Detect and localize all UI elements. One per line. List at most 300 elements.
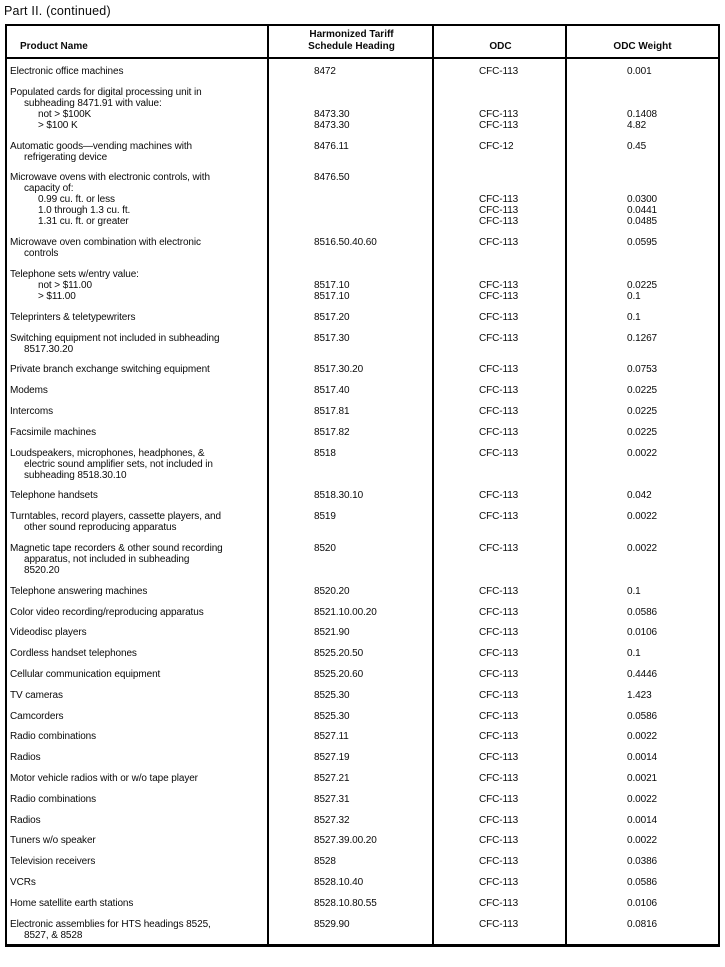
cell-hts xyxy=(269,669,434,680)
header-label: Product Name xyxy=(20,41,88,52)
cell-line xyxy=(314,194,434,205)
cell-line xyxy=(314,344,434,355)
cell-odc xyxy=(434,648,567,659)
cell-line: Television receivers xyxy=(10,856,96,868)
cell-weight xyxy=(567,669,718,680)
cell-line: > $100 K xyxy=(38,119,78,131)
cell-line: Telephone sets w/entry value: xyxy=(10,268,139,280)
table-row xyxy=(7,312,718,323)
cell-line: CFC-113 xyxy=(479,856,519,868)
cell-line: CFC-113 xyxy=(479,731,519,743)
cell-line: 8517.81 xyxy=(314,405,350,417)
cell-line: Cordless handset telephones xyxy=(10,648,137,660)
cell-odc xyxy=(434,586,567,597)
table-row xyxy=(7,237,718,259)
cell-line: 8525.30 xyxy=(314,689,350,701)
cell-line: CFC-113 xyxy=(479,585,519,597)
cell-line: CFC-113 xyxy=(479,66,519,77)
cell-line: electric sound amplifier sets, not included in xyxy=(24,458,213,470)
cell-product xyxy=(7,141,269,163)
cell-line: 1.31 cu. ft. or greater xyxy=(38,216,129,228)
cell-line: CFC-113 xyxy=(479,793,519,805)
cell-product xyxy=(7,669,269,680)
cell-line: 1.423 xyxy=(627,689,652,701)
cell-line: CFC-113 xyxy=(479,447,519,459)
cell-hts xyxy=(269,731,434,742)
cell-line: Motor vehicle radios with or w/o tape player xyxy=(10,772,198,784)
cell-line xyxy=(314,522,434,533)
cell-hts xyxy=(269,835,434,846)
cell-product xyxy=(7,773,269,784)
cell-line: 8473.30 xyxy=(314,108,350,120)
cell-odc xyxy=(434,794,567,805)
cell-odc xyxy=(434,877,567,888)
cell-odc xyxy=(434,835,567,846)
cell-weight xyxy=(567,898,718,909)
cell-line: 0.0106 xyxy=(627,627,657,639)
cell-line: CFC-113 xyxy=(479,772,519,784)
column-divider xyxy=(267,26,269,944)
cell-line: VCRs xyxy=(10,876,36,888)
cell-line xyxy=(627,930,718,941)
cell-line xyxy=(479,87,567,98)
cell-line: 8517.20 xyxy=(314,311,350,323)
cell-line: 0.0022 xyxy=(627,835,657,847)
cell-line: other sound reproducing apparatus xyxy=(24,522,177,534)
cell-line: CFC-113 xyxy=(479,897,519,909)
cell-line: subheading 8518.30.10 xyxy=(24,469,127,481)
column-divider xyxy=(565,26,567,944)
table-row xyxy=(7,448,718,481)
cell-line: 8476.11 xyxy=(314,140,349,152)
cell-odc xyxy=(434,752,567,763)
cell-line xyxy=(479,248,567,259)
cell-product xyxy=(7,815,269,826)
cell-line: 0.0753 xyxy=(627,364,657,376)
cell-line xyxy=(479,269,567,280)
cell-line: Radios xyxy=(10,752,41,764)
cell-line: CFC-113 xyxy=(479,876,519,888)
cell-line: 8517.10 xyxy=(314,279,350,291)
cell-line: Home satellite earth stations xyxy=(10,897,134,909)
cell-product xyxy=(7,919,269,941)
cell-line xyxy=(314,248,434,259)
cell-line xyxy=(314,930,434,941)
table-row xyxy=(7,815,718,826)
cell-line: Teleprinters & teletypewriters xyxy=(10,311,136,323)
cell-hts xyxy=(269,269,434,302)
table-row xyxy=(7,406,718,417)
cell-weight xyxy=(567,856,718,867)
cell-line: CFC-113 xyxy=(479,542,519,554)
header-odc-weight xyxy=(567,26,718,57)
cell-line: Switching equipment not included in subheading xyxy=(10,332,220,344)
cell-odc xyxy=(434,731,567,742)
cell-line: CFC-113 xyxy=(479,752,519,764)
cell-line: Radio combinations xyxy=(10,731,97,743)
cell-line: 8516.50.40.60 xyxy=(314,237,377,249)
cell-hts xyxy=(269,815,434,826)
cell-line: Modems xyxy=(10,385,48,397)
cell-weight xyxy=(567,543,718,576)
cell-product xyxy=(7,794,269,805)
cell-product xyxy=(7,607,269,618)
cell-line xyxy=(627,183,718,194)
cell-odc xyxy=(434,669,567,680)
cell-line xyxy=(627,248,718,259)
table-row xyxy=(7,877,718,888)
table-row xyxy=(7,87,718,131)
cell-line: 8517.30.20 xyxy=(24,343,74,355)
cell-line: CFC-113 xyxy=(479,364,519,376)
tariff-table xyxy=(5,24,720,947)
cell-line: Cellular communication equipment xyxy=(10,668,161,680)
table-row xyxy=(7,711,718,722)
cell-line: 0.0816 xyxy=(627,918,657,930)
cell-product xyxy=(7,427,269,438)
cell-line xyxy=(627,98,718,109)
table-row xyxy=(7,752,718,763)
cell-product xyxy=(7,490,269,501)
cell-line: 8527.19 xyxy=(314,752,350,764)
cell-hts xyxy=(269,856,434,867)
cell-line: CFC-113 xyxy=(479,710,519,722)
table-row xyxy=(7,172,718,227)
cell-line xyxy=(627,344,718,355)
cell-line: Loudspeakers, microphones, headphones, & xyxy=(10,447,205,459)
cell-product xyxy=(7,648,269,659)
table-row xyxy=(7,607,718,618)
cell-weight xyxy=(567,607,718,618)
cell-line: CFC-113 xyxy=(479,108,519,120)
cell-line: Electronic assemblies for HTS headings 8525, xyxy=(10,918,211,930)
cell-line: CFC-113 xyxy=(479,279,519,291)
table-header xyxy=(7,26,718,59)
cell-weight xyxy=(567,794,718,805)
cell-weight xyxy=(567,427,718,438)
cell-product xyxy=(7,690,269,701)
cell-weight xyxy=(567,711,718,722)
table-row xyxy=(7,490,718,501)
cell-line: 8517.82 xyxy=(314,426,350,438)
cell-product xyxy=(7,448,269,481)
cell-weight xyxy=(567,835,718,846)
cell-line: Facsimile machines xyxy=(10,426,97,438)
cell-line: 8520.20 xyxy=(314,585,350,597)
header-label-line: Harmonized Tariff xyxy=(309,29,394,40)
cell-product xyxy=(7,856,269,867)
cell-line: CFC-113 xyxy=(479,918,519,930)
table-row xyxy=(7,648,718,659)
table-row xyxy=(7,919,718,941)
cell-line: CFC-113 xyxy=(479,405,519,417)
cell-hts xyxy=(269,237,434,259)
cell-line xyxy=(479,930,567,941)
cell-line xyxy=(479,152,567,163)
cell-hts xyxy=(269,773,434,784)
table-row xyxy=(7,731,718,742)
table-row xyxy=(7,669,718,680)
cell-line xyxy=(479,522,567,533)
table-row xyxy=(7,364,718,375)
cell-line: 8517.40 xyxy=(314,385,350,397)
cell-line: 8527.21 xyxy=(314,772,350,784)
cell-line: 0.0106 xyxy=(627,897,657,909)
table-row xyxy=(7,773,718,784)
cell-line xyxy=(479,344,567,355)
cell-line: 8517.30 xyxy=(314,332,350,344)
cell-line: CFC-113 xyxy=(479,194,519,206)
cell-line: 0.0586 xyxy=(627,606,657,618)
cell-line: Electronic office machines xyxy=(10,66,124,77)
cell-product xyxy=(7,333,269,355)
cell-odc xyxy=(434,898,567,909)
cell-line: 0.0485 xyxy=(627,216,657,228)
cell-weight xyxy=(567,269,718,302)
cell-line: Radio combinations xyxy=(10,793,97,805)
cell-line xyxy=(314,269,434,280)
cell-odc xyxy=(434,856,567,867)
cell-weight xyxy=(567,172,718,227)
cell-line: 0.0021 xyxy=(627,772,657,784)
cell-line: CFC-113 xyxy=(479,689,519,701)
table-row xyxy=(7,856,718,867)
cell-line xyxy=(627,459,718,470)
cell-line: CFC-113 xyxy=(479,385,519,397)
cell-line: 8517.10 xyxy=(314,290,350,302)
cell-weight xyxy=(567,312,718,323)
cell-weight xyxy=(567,364,718,375)
cell-product xyxy=(7,269,269,302)
cell-line: 0.0022 xyxy=(627,447,657,459)
cell-line: 0.0300 xyxy=(627,194,657,206)
table-row xyxy=(7,835,718,846)
cell-line: 8527.31 xyxy=(314,793,350,805)
header-label: ODC Weight xyxy=(613,41,672,52)
cell-hts xyxy=(269,877,434,888)
cell-odc xyxy=(434,427,567,438)
cell-line: 8525.20.50 xyxy=(314,648,364,660)
cell-product xyxy=(7,543,269,576)
cell-weight xyxy=(567,815,718,826)
cell-line: 0.1267 xyxy=(627,332,657,344)
cell-line: 8520 xyxy=(314,542,336,554)
cell-line: 8528.10.40 xyxy=(314,876,364,888)
cell-odc xyxy=(434,269,567,302)
header-hts-heading xyxy=(269,26,434,57)
cell-hts xyxy=(269,141,434,163)
cell-line: Color video recording/reproducing apparatus xyxy=(10,606,204,618)
cell-line: 8525.20.60 xyxy=(314,668,364,680)
column-divider xyxy=(432,26,434,944)
cell-hts xyxy=(269,66,434,77)
cell-line: Intercoms xyxy=(10,405,54,417)
cell-line: 8529.90 xyxy=(314,918,350,930)
cell-line xyxy=(627,87,718,98)
table-row xyxy=(7,543,718,576)
cell-line xyxy=(479,172,567,183)
cell-weight xyxy=(567,919,718,941)
cell-hts xyxy=(269,586,434,597)
cell-product xyxy=(7,627,269,638)
cell-odc xyxy=(434,364,567,375)
cell-odc xyxy=(434,406,567,417)
table-row xyxy=(7,511,718,533)
cell-product xyxy=(7,237,269,259)
cell-line: Tuners w/o speaker xyxy=(10,835,96,847)
cell-weight xyxy=(567,448,718,481)
table-row xyxy=(7,690,718,701)
cell-line xyxy=(314,205,434,216)
cell-odc xyxy=(434,773,567,784)
cell-line: Microwave oven combination with electronic xyxy=(10,237,201,249)
header-odc xyxy=(434,26,567,57)
cell-hts xyxy=(269,919,434,941)
cell-line xyxy=(627,565,718,576)
cell-weight xyxy=(567,627,718,638)
cell-line: Radios xyxy=(10,814,41,826)
cell-line: 0.0386 xyxy=(627,856,657,868)
page-title: Part II. (continued) xyxy=(4,4,111,18)
cell-weight xyxy=(567,385,718,396)
table-row xyxy=(7,333,718,355)
cell-line xyxy=(479,470,567,481)
cell-line: 8521.10.00.20 xyxy=(314,606,377,618)
cell-line: 0.0225 xyxy=(627,385,657,397)
cell-line: Populated cards for digital processing unit in xyxy=(10,86,202,98)
cell-weight xyxy=(567,511,718,533)
cell-line: CFC-12 xyxy=(479,140,514,152)
cell-hts xyxy=(269,794,434,805)
cell-line xyxy=(314,470,434,481)
table-row xyxy=(7,898,718,909)
cell-line xyxy=(627,172,718,183)
cell-line: CFC-113 xyxy=(479,290,519,302)
cell-line: CFC-113 xyxy=(479,511,519,523)
cell-hts xyxy=(269,543,434,576)
cell-line: CFC-113 xyxy=(479,835,519,847)
cell-line: 8528.10.80.55 xyxy=(314,897,377,909)
cell-weight xyxy=(567,490,718,501)
cell-odc xyxy=(434,87,567,131)
cell-product xyxy=(7,586,269,597)
cell-product xyxy=(7,364,269,375)
cell-line xyxy=(479,459,567,470)
cell-hts xyxy=(269,172,434,227)
cell-line: CFC-113 xyxy=(479,490,519,502)
cell-line xyxy=(314,459,434,470)
cell-line: 0.99 cu. ft. or less xyxy=(38,194,115,206)
cell-line: 0.0225 xyxy=(627,279,657,291)
cell-line: 8520.20 xyxy=(24,564,60,576)
cell-odc xyxy=(434,66,567,77)
cell-odc xyxy=(434,607,567,618)
cell-line: 0.0586 xyxy=(627,710,657,722)
cell-line: 8473.30 xyxy=(314,119,350,131)
cell-odc xyxy=(434,448,567,481)
cell-weight xyxy=(567,586,718,597)
cell-line: Telephone answering machines xyxy=(10,585,148,597)
cell-odc xyxy=(434,237,567,259)
cell-line: CFC-113 xyxy=(479,216,519,228)
cell-line: 0.0014 xyxy=(627,752,657,764)
cell-odc xyxy=(434,711,567,722)
cell-hts xyxy=(269,406,434,417)
cell-product xyxy=(7,731,269,742)
cell-product xyxy=(7,87,269,131)
cell-odc xyxy=(434,815,567,826)
cell-hts xyxy=(269,333,434,355)
cell-product xyxy=(7,511,269,533)
cell-weight xyxy=(567,406,718,417)
cell-line: CFC-113 xyxy=(479,426,519,438)
cell-line: 0.0022 xyxy=(627,511,657,523)
cell-line xyxy=(627,269,718,280)
cell-line xyxy=(479,98,567,109)
cell-line: apparatus, not included in subheading xyxy=(24,553,190,565)
cell-line: 0.0586 xyxy=(627,876,657,888)
cell-hts xyxy=(269,385,434,396)
cell-line xyxy=(314,554,434,565)
cell-line: 0.1 xyxy=(627,585,641,597)
cell-line: Microwave ovens with electronic controls, with xyxy=(10,172,210,184)
cell-line: CFC-113 xyxy=(479,205,519,217)
cell-line xyxy=(314,565,434,576)
cell-line: CFC-113 xyxy=(479,237,519,249)
cell-hts xyxy=(269,448,434,481)
cell-line: TV cameras xyxy=(10,689,63,701)
table-row xyxy=(7,586,718,597)
table-row xyxy=(7,427,718,438)
cell-line: 8519 xyxy=(314,511,336,523)
cell-line: CFC-113 xyxy=(479,332,519,344)
cell-line xyxy=(479,183,567,194)
cell-line: 1.0 through 1.3 cu. ft. xyxy=(38,205,131,217)
cell-weight xyxy=(567,648,718,659)
table-body xyxy=(7,59,718,944)
cell-line: 0.1408 xyxy=(627,108,657,120)
cell-product xyxy=(7,877,269,888)
cell-product xyxy=(7,752,269,763)
cell-line: 0.0441 xyxy=(627,205,657,217)
cell-line xyxy=(627,554,718,565)
cell-line: 8476.50 xyxy=(314,172,350,184)
cell-line: 0.1 xyxy=(627,648,641,660)
cell-line: 8527.32 xyxy=(314,814,350,826)
cell-hts xyxy=(269,607,434,618)
cell-line: 8525.30 xyxy=(314,710,350,722)
cell-odc xyxy=(434,385,567,396)
cell-hts xyxy=(269,752,434,763)
cell-weight xyxy=(567,333,718,355)
cell-line: Videodisc players xyxy=(10,627,87,639)
cell-weight xyxy=(567,752,718,763)
cell-odc xyxy=(434,490,567,501)
cell-odc xyxy=(434,141,567,163)
cell-line: 8527.39.00.20 xyxy=(314,835,377,847)
cell-product xyxy=(7,898,269,909)
cell-line: 0.042 xyxy=(627,490,652,502)
cell-weight xyxy=(567,141,718,163)
cell-product xyxy=(7,385,269,396)
cell-product xyxy=(7,66,269,77)
table-row xyxy=(7,141,718,163)
cell-line: 0.0225 xyxy=(627,426,657,438)
cell-odc xyxy=(434,919,567,941)
cell-line: CFC-113 xyxy=(479,119,519,131)
cell-odc xyxy=(434,627,567,638)
cell-line: not > $11.00 xyxy=(38,279,92,291)
